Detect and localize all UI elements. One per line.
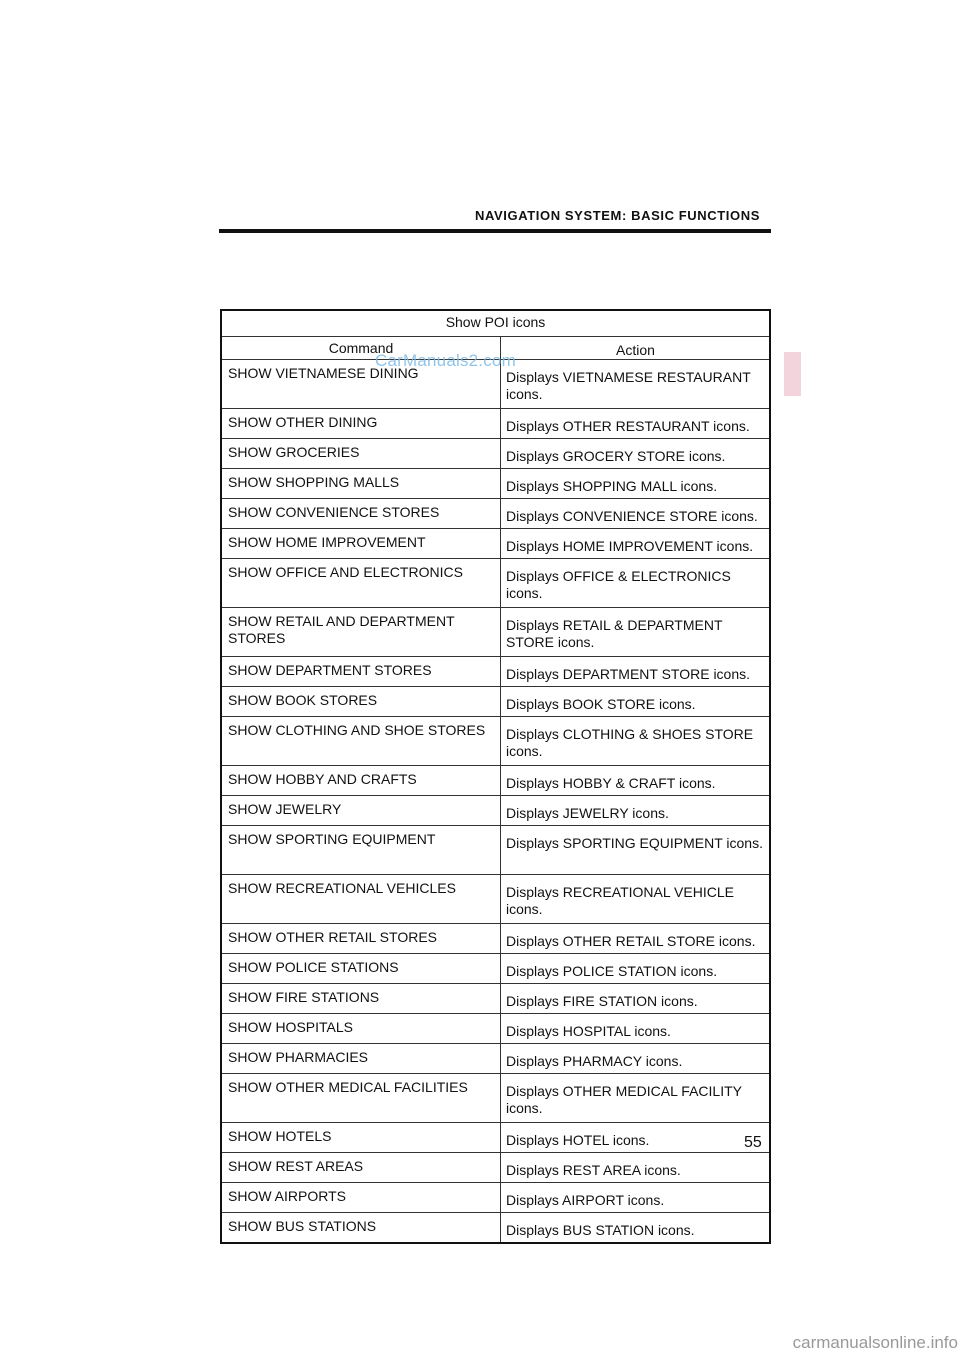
action-cell: Displays CLOTHING & SHOES STORE icons. (501, 717, 771, 766)
table-row (221, 687, 770, 717)
table-row (221, 1044, 770, 1074)
command-cell: SHOW HOBBY AND CRAFTS (221, 766, 501, 796)
table-row (221, 1123, 770, 1153)
table-caption-row (221, 310, 770, 337)
action-cell: Displays BUS STATION icons. (501, 1213, 771, 1244)
command-cell: SHOW AIRPORTS (221, 1183, 501, 1213)
action-cell: Displays OFFICE & ELECTRONICS icons. (501, 559, 771, 608)
table-row (221, 1014, 770, 1044)
command-cell: SHOW HOSPITALS (221, 1014, 501, 1044)
action-cell: Displays FIRE STATION icons. (501, 984, 771, 1014)
action-cell: Displays OTHER RETAIL STORE icons. (501, 924, 771, 954)
command-cell: SHOW RETAIL AND DEPARTMENT STORES (221, 608, 501, 657)
table-row (221, 1213, 770, 1244)
action-cell: Displays SPORTING EQUIPMENT icons. (501, 826, 771, 875)
action-cell: Displays JEWELRY icons. (501, 796, 771, 826)
action-cell: Displays POLICE STATION icons. (501, 954, 771, 984)
table-row (221, 409, 770, 439)
action-cell: Displays HOSPITAL icons. (501, 1014, 771, 1044)
table-row (221, 924, 770, 954)
column-header-action: Action (501, 337, 771, 360)
column-header-command: Command (221, 337, 501, 360)
table-row (221, 875, 770, 924)
action-cell: Displays AIRPORT icons. (501, 1183, 771, 1213)
command-cell: SHOW VIETNAMESE DINING (221, 360, 501, 409)
section-side-tab (784, 352, 801, 396)
table-row (221, 984, 770, 1014)
action-cell: Displays CONVENIENCE STORE icons. (501, 499, 771, 529)
action-cell: Displays RETAIL & DEPARTMENT STORE icons. (501, 608, 771, 657)
table-row (221, 826, 770, 875)
table-row (221, 1183, 770, 1213)
command-cell: SHOW JEWELRY (221, 796, 501, 826)
command-cell: SHOW CONVENIENCE STORES (221, 499, 501, 529)
command-cell: SHOW FIRE STATIONS (221, 984, 501, 1014)
table-row (221, 469, 770, 499)
command-cell: SHOW OTHER MEDICAL FACILITIES (221, 1074, 501, 1123)
table-row (221, 1153, 770, 1183)
page-number: 55 (744, 1134, 762, 1151)
table-row (221, 608, 770, 657)
poi-commands-table (220, 309, 771, 1244)
action-cell: Displays HOTEL icons. (501, 1123, 771, 1153)
command-cell: SHOW PHARMACIES (221, 1044, 501, 1074)
action-cell: Displays PHARMACY icons. (501, 1044, 771, 1074)
action-cell: Displays OTHER RESTAURANT icons. (501, 409, 771, 439)
action-cell: Displays HOBBY & CRAFT icons. (501, 766, 771, 796)
command-cell: SHOW DEPARTMENT STORES (221, 657, 501, 687)
table-row (221, 717, 770, 766)
command-cell: SHOW GROCERIES (221, 439, 501, 469)
site-footer-link[interactable]: carmanualsonline.info (792, 1333, 958, 1352)
table-row (221, 499, 770, 529)
action-cell: Displays DEPARTMENT STORE icons. (501, 657, 771, 687)
table-row (221, 529, 770, 559)
action-cell: Displays REST AREA icons. (501, 1153, 771, 1183)
header-rule (219, 229, 771, 233)
command-cell: SHOW HOME IMPROVEMENT (221, 529, 501, 559)
command-cell: SHOW HOTELS (221, 1123, 501, 1153)
table-row (221, 559, 770, 608)
action-cell: Displays HOME IMPROVEMENT icons. (501, 529, 771, 559)
table-row (221, 657, 770, 687)
command-cell: SHOW BUS STATIONS (221, 1213, 501, 1244)
action-cell: Displays OTHER MEDICAL FACILITY icons. (501, 1074, 771, 1123)
action-cell: Displays RECREATIONAL VEHICLE icons. (501, 875, 771, 924)
table-row (221, 954, 770, 984)
command-cell: SHOW SHOPPING MALLS (221, 469, 501, 499)
command-cell: SHOW SPORTING EQUIPMENT (221, 826, 501, 875)
table-row (221, 1074, 770, 1123)
table-row (221, 796, 770, 826)
table-row (221, 439, 770, 469)
table-caption: Show POI icons (221, 310, 770, 337)
watermark-text: CarManuals2.com (375, 351, 516, 370)
command-cell: SHOW POLICE STATIONS (221, 954, 501, 984)
command-cell: SHOW OFFICE AND ELECTRONICS (221, 559, 501, 608)
command-cell: SHOW RECREATIONAL VEHICLES (221, 875, 501, 924)
command-cell: SHOW OTHER RETAIL STORES (221, 924, 501, 954)
command-cell: SHOW REST AREAS (221, 1153, 501, 1183)
command-cell: SHOW BOOK STORES (221, 687, 501, 717)
command-cell: SHOW OTHER DINING (221, 409, 501, 439)
action-cell: Displays GROCERY STORE icons. (501, 439, 771, 469)
table-row (221, 766, 770, 796)
command-cell: SHOW CLOTHING AND SHOE STORES (221, 717, 501, 766)
action-cell: Displays BOOK STORE icons. (501, 687, 771, 717)
page-header-title: NAVIGATION SYSTEM: BASIC FUNCTIONS (475, 208, 760, 223)
action-cell: Displays VIETNAMESE RESTAURANT icons. (501, 360, 771, 409)
action-cell: Displays SHOPPING MALL icons. (501, 469, 771, 499)
